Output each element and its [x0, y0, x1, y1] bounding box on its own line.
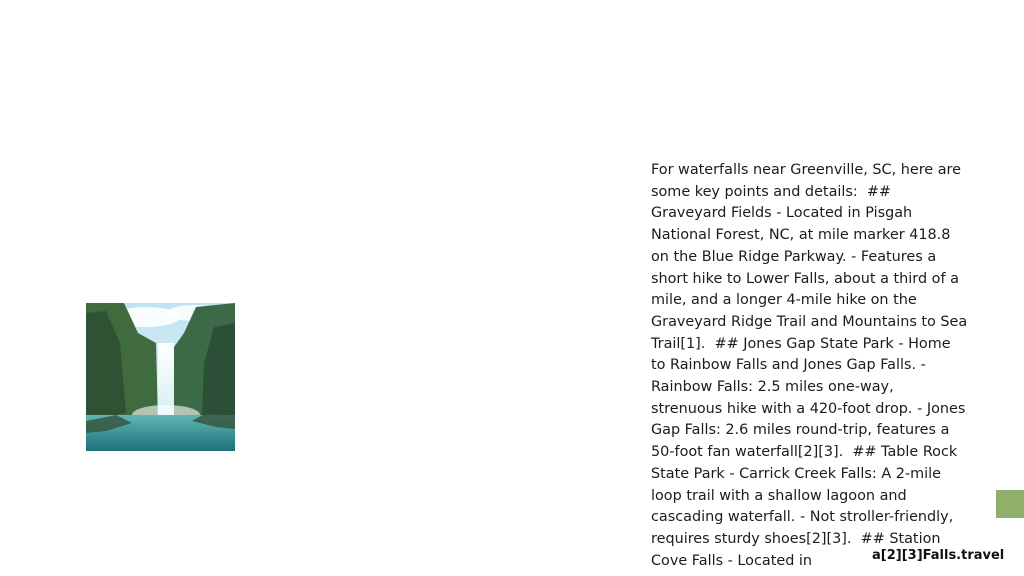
- site-name: Falls.travel: [922, 548, 1005, 563]
- article-text: For waterfalls near Greenville, SC, here are some key points and details: ## Graveyard Fields - Located in Pisgah National Forest, NC, at mile marker 418.8 on the Blue Ridge Parkway. - Features a short hike to Lower Falls, about a third of a mile, and a longer 4-mile hike on the Graveyard Ridge Trail and Mountains to Sea Trail[1]. ## Jones Gap State Park - Home to Rainbow Falls and Jones Gap Falls. - Rainbow Falls: 2.5 miles one-way, strenuous hike with a 420-foot drop. - Jones Gap Falls: 2.6 miles round-trip, features a 50-foot fan waterfall[2][3]. ## Table Rock State Park - Carrick Creek Falls: A 2-mile loop trail with a shallow lagoon and cascading waterfall. - Not stroller-friendly, requires sturdy shoes[2][3]. ## Station Cove Falls - Located in: [651, 162, 972, 569]
- waterfall-image: [86, 303, 235, 451]
- site-label[interactable]: [872, 548, 1004, 563]
- side-tab[interactable]: [996, 490, 1024, 518]
- badge-text: a[2][3]: [872, 548, 923, 563]
